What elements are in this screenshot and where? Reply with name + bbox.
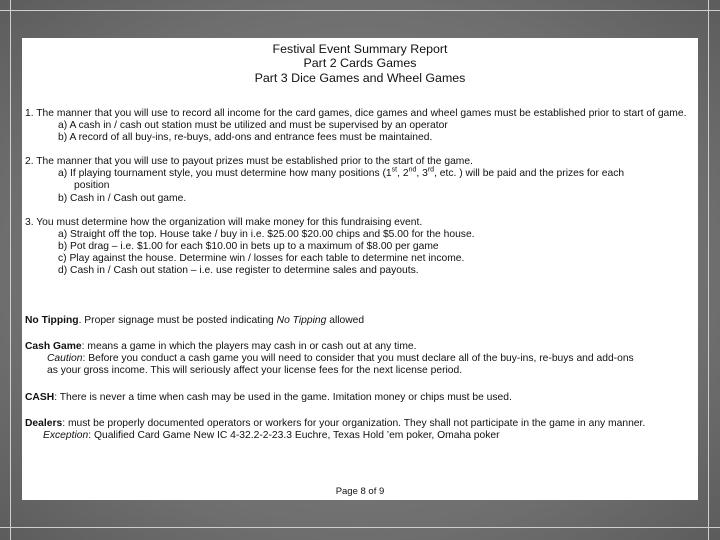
cash-game-caution-continued: as your gross income. This will seriously affect your license fees for the next license period. [47,365,463,377]
cash-rule: CASH: There is never a time when cash may be used in the game. Imitation money or chips must be used. [25,391,512,403]
title-line-2: Part 2 Cards Games [303,56,417,71]
section-3-intro: 3. You must determine how the organization will make money for this fundraising event. [25,216,423,228]
section-3-item-d: d) Cash in / Cash out station – i.e. use register to determine sales and payouts. [58,265,419,277]
cash-game-label: Cash Game [25,341,82,353]
dealers-label: Dealers [25,417,63,429]
no-tipping-rule: No Tipping. Proper signage must be posted indicating No Tipping allowed [25,315,365,327]
section-3-item-c: c) Play against the house. Determine win / losses for each table to determine net income. [58,252,465,264]
cash-label: CASH [25,391,55,403]
slide-frame-left-line [10,0,11,540]
slide-frame-right-line [708,0,709,540]
slide-frame-bottom-line [0,527,720,528]
title-line-3: Part 3 Dice Games and Wheel Games [254,70,466,85]
section-3-item-a: a) Straight off the top. House take / buy in i.e. $25.00 $20.00 chips and $5.00 for the house. [58,228,475,240]
section-2-item-a: a) If playing tournament style, you must determine how many positions (1st, 2nd, 3rd, etc. ) will be paid and the prizes for each [58,166,625,180]
caution-label: Caution [47,353,83,365]
page-number: Page 8 of 9 [335,486,385,497]
document-body [25,108,695,442]
slide-frame-top-line [0,10,720,11]
no-tipping-label: No Tipping [25,315,79,327]
dealers-rule: Dealers: must be properly documented operators or workers for your organization. They shall not participate in the game in any manner. [25,417,646,429]
cash-game-rule: Cash Game: means a game in which the players may cash in or cash out at any time. [25,341,417,353]
section-3-item-b: b) Pot drag – i.e. $1.00 for each $10.00 in bets up to a maximum of $8.00 per game [58,240,439,252]
section-2-item-a-continued: position [74,180,110,192]
document-page [22,38,698,500]
dealers-exception: Exception: Qualified Card Game New IC 4-32.2-2-23.3 Euchre, Texas Hold ’em poker, Omaha poker [43,429,500,441]
report-title [22,38,698,85]
section-2-intro: 2. The manner that you will use to payout prizes must be established prior to the start of the game. [25,156,473,168]
cash-game-caution: Caution: Before you conduct a cash game you will need to consider that you must declare all of the buy-ins, re-buys and add-ons [47,353,634,365]
title-line-1: Festival Event Summary Report [272,42,448,56]
section-2-item-b: b) Cash in / Cash out game. [58,192,187,204]
exception-label: Exception [43,429,89,441]
section-1-item-a: a) A cash in / cash out station must be utilized and must be supervised by an operator [58,120,448,132]
section-1-item-b: b) A record of all buy-ins, re-buys, add-ons and entrance fees must be maintained. [58,132,433,144]
section-1-intro: 1. The manner that you will use to record all income for the card games, dice games and wheel games must be established prior to start of game. [25,108,687,119]
